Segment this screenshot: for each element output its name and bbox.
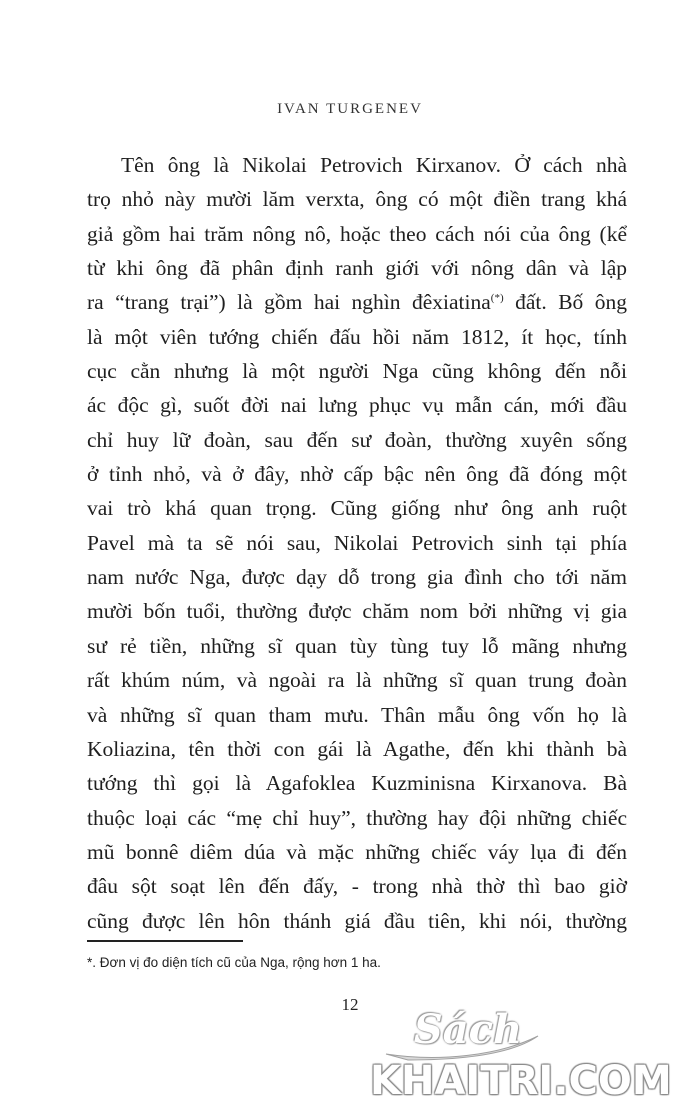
text-line-with-footnote [87,285,627,319]
text-segment: ra “trang trại”) là gồm hai nghìn đêxiatina [87,290,491,315]
text-line: tướng thì gọi là Agafoklea Kuzminisna Kirxanova. Bà [87,771,627,796]
text-line: rất khúm núm, và ngoài ra là những sĩ quan trung đoàn [87,668,627,693]
text-line: chỉ huy lữ đoàn, sau đến sư đoàn, thường xuyên sống [87,427,627,452]
text-line: nam nước Nga, được dạy dỗ trong gia đình cho tới năm [87,565,627,590]
footnote-marker: (*) [490,292,504,305]
watermark-script: Sách [413,1006,523,1053]
text-line: cũng được lên hôn thánh giá đầu tiên, khi nói, thường [87,908,627,933]
text-line: vai trò khá quan trọng. Cũng giống như ông anh ruột [87,496,627,521]
text-line: Tên ông là Nikolai Petrovich Kirxanov. Ở cách nhà [121,153,627,177]
footnote-divider [87,940,243,942]
text-line: Koliazina, tên thời con gái là Agathe, đến khi thành bà [87,736,627,761]
text-line: mười bốn tuổi, thường được chăm nom bởi những vị gia [87,599,627,624]
page-number: 12 [341,995,359,1014]
text-line: Pavel mà ta sẽ nói sau, Nikolai Petrovich sinh tại phía [87,530,627,555]
text-line: sư rẻ tiền, những sĩ quan tùy tùng tuy lỗ mãng nhưng [87,633,627,658]
text-line: thuộc loại các “mẹ chỉ huy”, thường hay đội những chiếc [87,805,627,830]
text-segment: đất. Bố ông [503,290,627,315]
text-line: cục cằn nhưng là một người Nga cũng không đến nỗi [87,359,627,384]
text-line: mũ bonnê diêm dúa và mặc những chiếc váy lụa đi đến [87,839,627,864]
footnote-text: *. Đơn vị đo diện tích cũ của Nga, rộng hơn 1 ha. [87,955,381,970]
text-line: từ khi ông đã phân định ranh giới với nông dân và lập [87,256,627,281]
text-line: ở tỉnh nhỏ, và ở đây, nhờ cấp bậc nên ông đã đóng một [87,462,627,487]
text-line: giả gồm hai trăm nông nô, hoặc theo cách nói của ông (kể [87,221,627,246]
watermark-wordmark: KHAITRI.COM [370,1058,672,1104]
text-line: ác độc gì, suốt đời nai lưng phục vụ mẫn cán, mới đầu [87,393,627,418]
text-line: và những sĩ quan tham mưu. Thân mẫu ông vốn họ là [87,702,627,727]
running-title: IVAN TURGENEV [277,101,423,117]
text-line: trọ nhỏ này mười lăm verxta, ông có một điền trang khá [87,187,627,212]
text-line: đâu sột soạt lên đến đấy, - trong nhà thờ thì bao giờ [87,874,627,899]
text-line: là một viên tướng chiến đấu hồi năm 1812, ít học, tính [87,324,627,349]
watermark-logo [368,1006,683,1114]
body-text [87,148,627,938]
